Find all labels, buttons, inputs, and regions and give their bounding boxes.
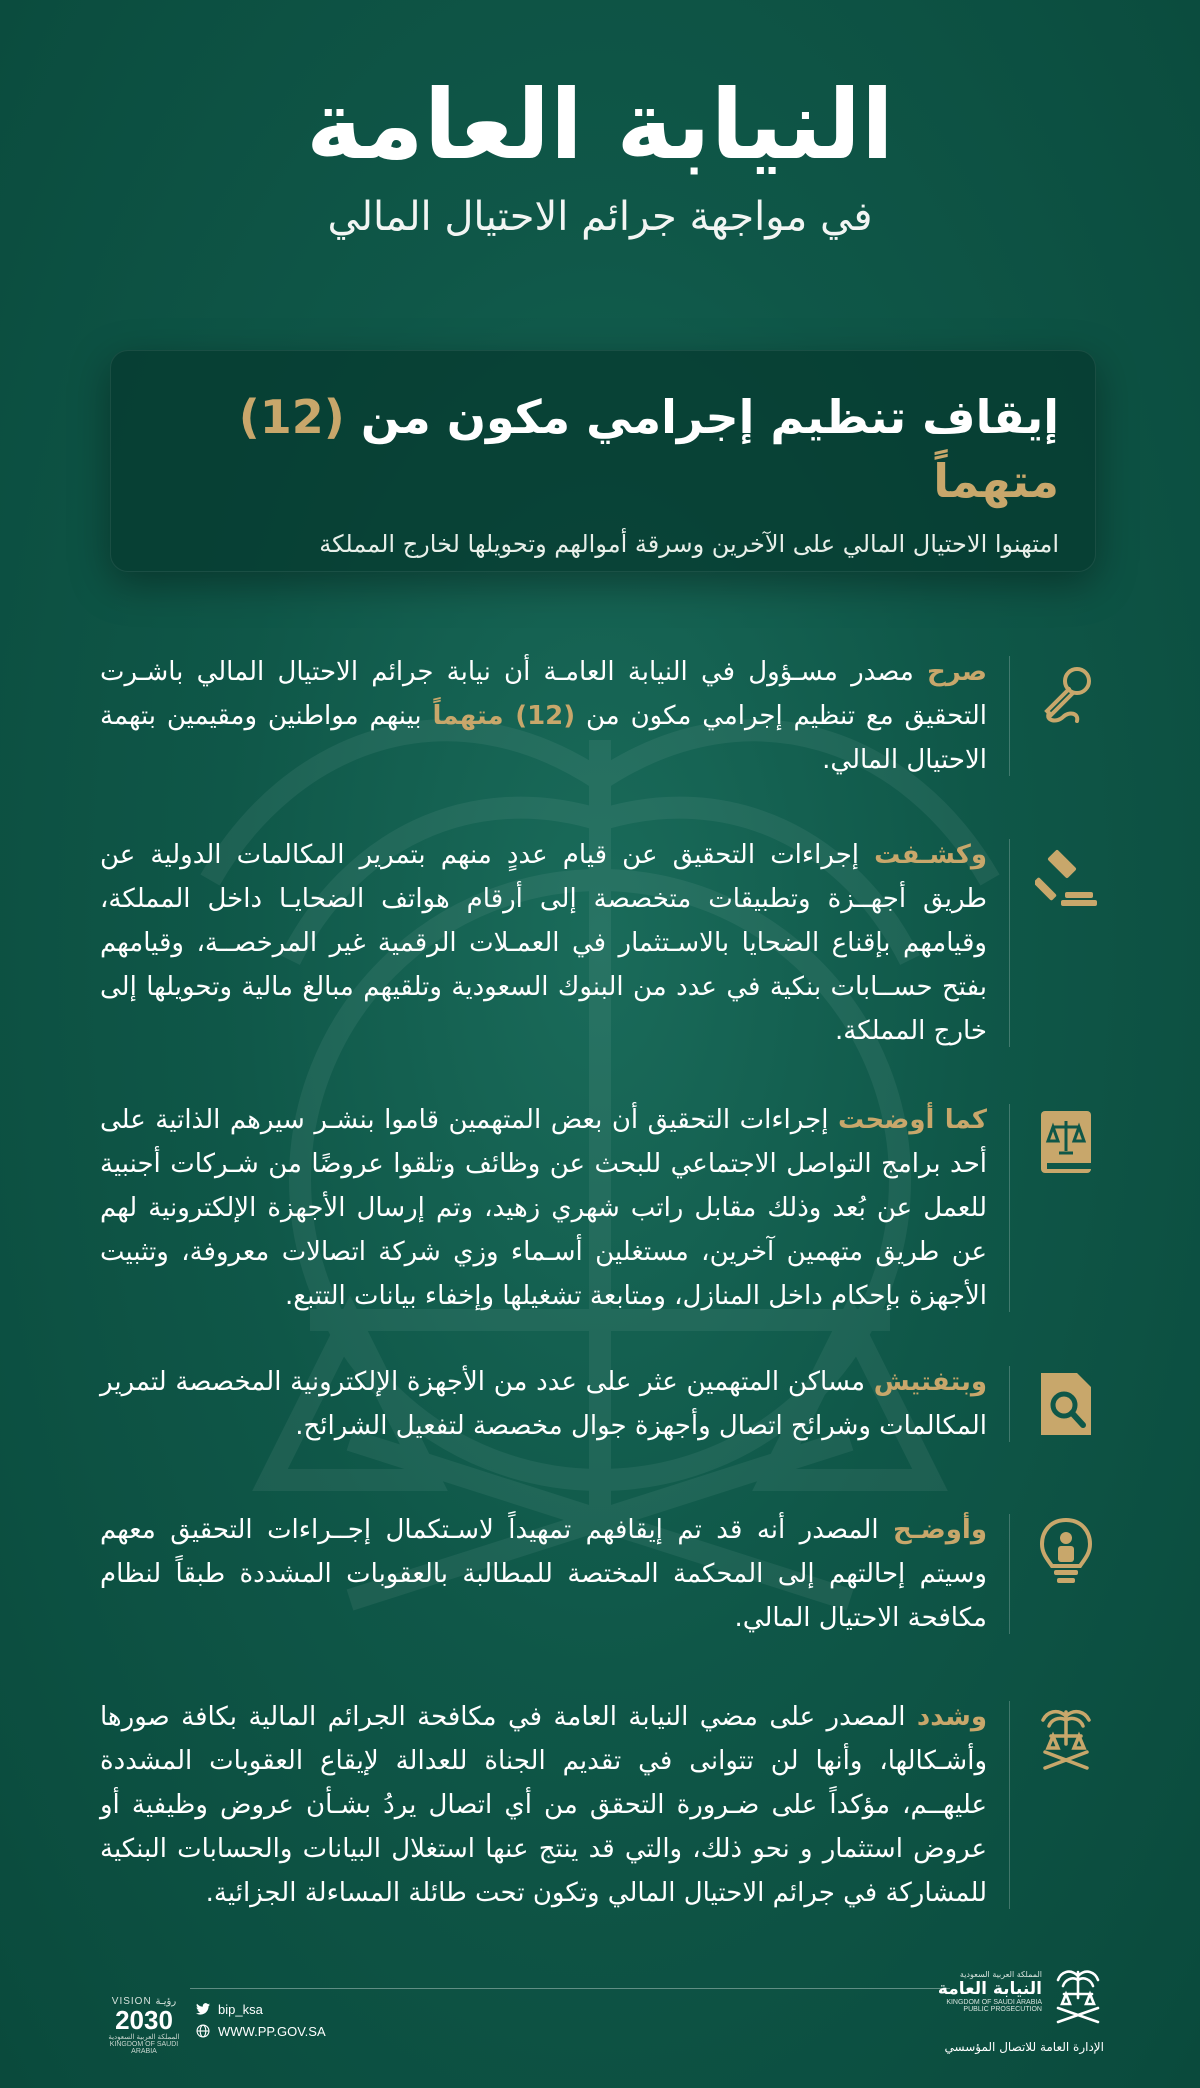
section-clarified	[100, 1098, 1100, 1318]
section-lead: صرح	[926, 657, 987, 687]
section-text	[100, 1098, 987, 1318]
section-lead: وشدد	[916, 1702, 987, 1732]
section-body: المصدر على مضي النيابة العامة في مكافحة الجرائم المالية بكافة صورها وأشـكالها، وأنها لن تتوانى في تقديم الجناة للعدالة لإيقاع العقوبات المشددة عليهــم، مؤكداً على ضـرورة التحقق من أي اتصال يردُ بشـأن عروض وظيفية أو عروض استثمار و نحو ذلك، والتي قد ينتج عنها استغلال البيانات والحسابات البنكية للمشاركة في جرائم الاحتيال المالي وتكون تحت طائلة المساءلة الجزائية.	[100, 1702, 987, 1908]
section-body: مصدر مسـؤول في النيابة العامـة أن نيابة جرائم الاحتيال المالي باشـرت التحقيق مع تنظيم إجرامي مكون من	[100, 657, 987, 731]
section-lead: كما أوضحت	[837, 1105, 988, 1135]
section-divider	[1009, 1366, 1010, 1442]
page-title: النيابة العامة	[306, 69, 894, 181]
section-body-end: بينهم مواطنين ومقيمين بتهمة الاحتيال المالي.	[100, 701, 987, 775]
twitter-link[interactable]	[196, 1998, 326, 2020]
section-search	[100, 1360, 1100, 1448]
page-subtitle: في مواجهة جرائم الاحتيال المالي	[327, 194, 873, 241]
logo-prosecution-ar: النيابة العامة	[937, 1979, 1042, 1999]
gavel-icon	[1032, 843, 1100, 911]
section-highlight: (12) متهماً	[432, 701, 576, 731]
department-name: الإدارة العامة للاتصال المؤسسي	[944, 2040, 1104, 2054]
section-text	[100, 650, 987, 782]
section-explained	[100, 1508, 1100, 1640]
section-text	[100, 1508, 987, 1640]
logo-kingdom-ar: المملكة العربية السعودية	[959, 1970, 1042, 1979]
section-text	[100, 1360, 987, 1448]
section-lead: وبتفتيش	[873, 1367, 987, 1397]
section-text	[100, 833, 987, 1053]
section-body: مساكن المتهمين عثر على عدد من الأجهزة الإلكترونية المخصصة لتمرير المكالمات وشرائح اتصال وأجهزة جوال مخصصة لتفعيل الشرائح.	[100, 1367, 987, 1441]
section-divider	[1009, 839, 1010, 1047]
section-revealed	[100, 833, 1100, 1053]
footer-right	[904, 1962, 1104, 2072]
header	[0, 70, 1200, 240]
section-lead: وأوضـح	[893, 1515, 987, 1545]
globe-icon	[196, 2024, 210, 2038]
logo-prosecution-en: PUBLIC PROSECUTION	[963, 2006, 1042, 2014]
headline-title	[147, 385, 1059, 514]
section-divider	[1009, 1104, 1010, 1312]
logo-kingdom-en: KINGDOM OF SAUDI ARABIA	[946, 1999, 1042, 2007]
palm-swords-scales-icon	[1032, 1705, 1100, 1773]
twitter-handle: bip_ksa	[218, 2001, 263, 2017]
law-book-icon	[1032, 1108, 1100, 1176]
headline-title-main: إيقاف تنظيم إجرامي مكون من	[360, 390, 1059, 444]
website-link[interactable]	[196, 2020, 326, 2042]
section-lead: وكشـفت	[874, 840, 987, 870]
vision-year: 2030	[115, 2005, 173, 2035]
section-body: إجراءات التحقيق عن قيام عددٍ منهم بتمرير المكالمات الدولية عن طريق أجهــزة وتطبيقات متخصصة إلى أرقام هواتف الضحايـا داخل المملكة، وقيامهم بإقناع الضحايا بالاسـتثمار في العمـلات الرقمية غير المرخصــة، وقيامهم بفتح حســابات بنكية في عدد من البنوك السعودية وتلقيهم مبالغ مالية وتحويلها إلى خارج المملكة.	[100, 840, 987, 1046]
section-divider	[1009, 1701, 1010, 1909]
section-divider	[1009, 1514, 1010, 1634]
footer-divider	[190, 1988, 950, 1989]
website-url: WWW.PP.GOV.SA	[218, 2023, 326, 2039]
microphone-icon	[1032, 660, 1100, 728]
twitter-icon	[196, 2003, 210, 2015]
headline-card	[110, 350, 1096, 572]
section-body: المصدر أنه قد تم إيقافهم تمهيداً لاسـتكمال إجــراءات التحقيق معهم وسيتم إحالتهم إلى المحكمة المختصة للمطالبة بالعقوبات المشددة طبقاً لنظام مكافحة الاحتيال المالي.	[100, 1515, 987, 1633]
section-divider	[1009, 656, 1010, 776]
contacts	[196, 1998, 326, 2042]
prosecution-logo-text	[938, 1970, 1042, 2013]
headline-title-highlight: (12) متهماً	[238, 390, 1059, 509]
footer-left	[104, 1992, 344, 2055]
saudi-emblem-icon	[1052, 1968, 1104, 2024]
headline-subtitle: امتهنوا الاحتيال المالي على الآخرين وسرقة أموالهم وتحويلها لخارج المملكة	[319, 529, 1059, 558]
vision-2030-logo	[104, 1996, 184, 2055]
section-statement	[100, 650, 1100, 782]
section-emphasized	[100, 1695, 1100, 1915]
section-text	[100, 1695, 987, 1915]
vision-sub: المملكة العربية السعودية KINGDOM OF SAUDI ARABIA	[108, 2034, 180, 2055]
section-body: إجراءات التحقيق أن بعض المتهمين قاموا بنشـر سيرهم الذاتية على أحد برامج التواصل الاجتماعي للبحث عن وظائف وتلقوا عروضًا من شـركات أجنبية للعمل عن بُعد وذلك مقابل راتب شهري زهيد، وتم إرسال الأجهزة الإلكترونية لهم عن طريق متهمين آخرين، مستغلين أسـماء وزي شركة اتصالات معروفة، وتثبيت الأجهزة بإحكام داخل المنازل، ومتابعة تشغيلها وإخفاء بيانات التتبع.	[100, 1105, 987, 1311]
person-lightbulb-icon	[1032, 1518, 1100, 1586]
document-search-icon	[1032, 1370, 1100, 1438]
vision-word: VISION رؤيـة	[111, 1996, 177, 2007]
